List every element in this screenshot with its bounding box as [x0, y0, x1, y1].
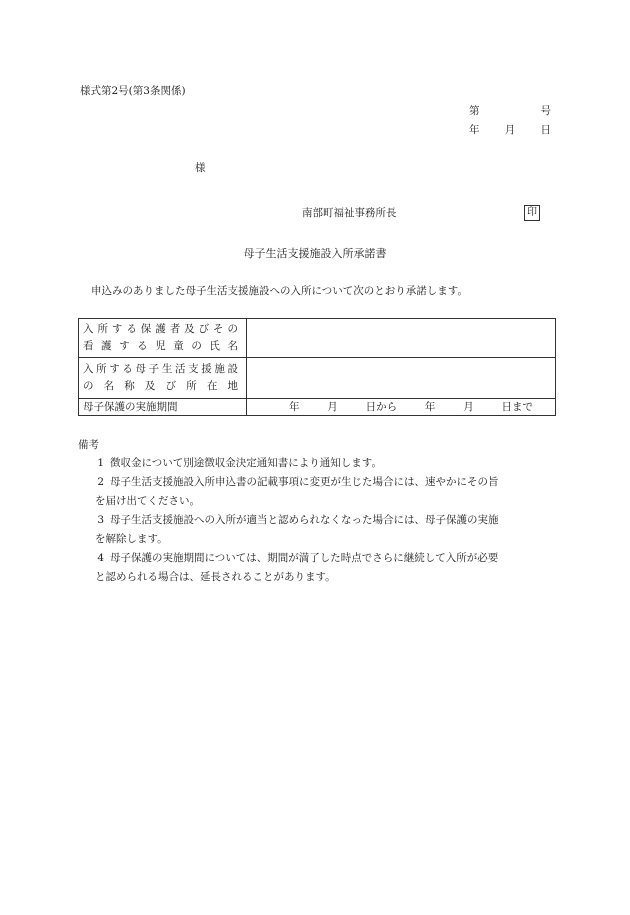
period-to-day: 日まで [501, 400, 533, 413]
note-number: 2 [97, 476, 104, 488]
issue-date-line [469, 125, 551, 136]
document-number-line [469, 106, 551, 117]
note-text: 母子保護の実施期間については、期間が満了した時点でさらに継続して入所が必要 [110, 552, 499, 564]
guardian-children-value [247, 319, 556, 358]
document-title: 母子生活支援施設入所承諾書 [243, 247, 387, 260]
date-month: 月 [504, 124, 516, 136]
table-row [79, 319, 556, 358]
addressee-honorific: 様 [195, 162, 206, 174]
issuer-name: 南部町福祉事務所長 [302, 207, 397, 219]
notes-heading: 備考 [78, 439, 99, 451]
intro-text: 申込みのありました母子生活支援施設への入所について次のとおり承諾します。 [91, 285, 468, 297]
period-from-year: 年 [289, 400, 300, 413]
guardian-children-label [79, 319, 247, 358]
period-from-day: 日から [365, 400, 398, 413]
date-day: 日 [540, 124, 551, 136]
note-item [78, 454, 556, 473]
note-number: 3 [97, 514, 104, 526]
period-to-year: 年 [424, 400, 436, 413]
facility-label [79, 358, 247, 399]
label-line: の名称及び所在地 [83, 380, 238, 393]
note-text: 母子生活支援施設への入所が適当と認められなくなった場合には、母子保護の実施 [110, 514, 499, 526]
note-number: 4 [97, 552, 104, 564]
facility-value [247, 358, 556, 399]
note-item [78, 473, 556, 511]
period-from-month: 月 [327, 400, 338, 413]
note-text-cont: を届け出てください。 [95, 495, 200, 507]
note-text-cont: と認められる場合は、延長されることがあります。 [95, 571, 336, 583]
form-number-label: 様式第2号(第3条関係) [80, 85, 186, 97]
seal-stamp-box: 印 [524, 205, 540, 221]
table-row [79, 399, 556, 416]
period-label: 母子保護の実施期間 [79, 399, 247, 416]
table-row [79, 358, 556, 399]
number-suffix: 号 [540, 105, 551, 117]
number-prefix: 第 [469, 105, 480, 117]
period-to-month: 月 [463, 400, 474, 413]
label-line: 入所する保護者及びその [83, 323, 238, 336]
note-number: 1 [97, 457, 104, 469]
note-text: 徴収金について別途徴収金決定通知書により通知します。 [110, 457, 382, 469]
note-item [78, 511, 556, 549]
note-text: 母子生活支援施設入所申込書の記載事項に変更が生じた場合には、速やかにその旨 [110, 476, 499, 488]
note-item [78, 549, 556, 587]
note-text-cont: を解除します。 [95, 533, 168, 545]
label-line: 看護する児童の氏名 [83, 340, 238, 353]
admission-info-table [78, 318, 556, 416]
period-value [247, 399, 556, 416]
label-line: 入所する母子生活支援施設 [83, 363, 238, 376]
date-year: 年 [469, 124, 480, 136]
